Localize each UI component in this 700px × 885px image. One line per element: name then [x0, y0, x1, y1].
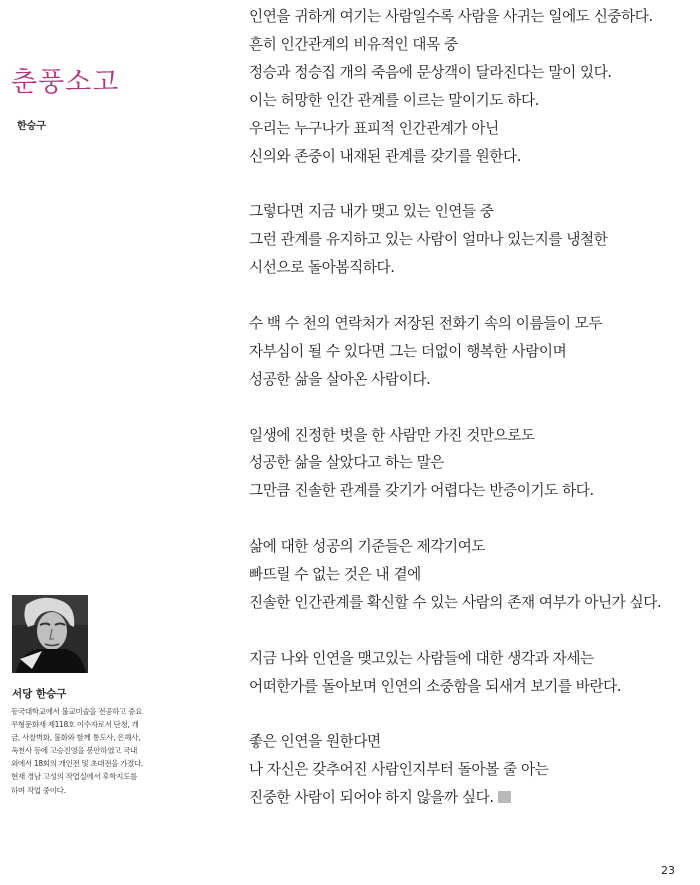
text-line-last — [249, 784, 689, 812]
text-line: 흔히 인간관계의 비유적인 대목 중 — [249, 35, 458, 53]
text-line-last-content: 진중한 사람이 되어야 하지 않을까 싶다. — [249, 789, 494, 807]
author-bio-line: 옥천사 등에 고승진영을 봉안하였고 국내 — [11, 746, 137, 756]
text-line: 우리는 누구나가 표피적 인간관계가 아닌 — [249, 119, 499, 137]
text-line: 신의와 존중이 내재된 관계를 갖기를 원한다. — [249, 147, 521, 165]
stanza — [249, 728, 689, 812]
text-line: 나 자신은 갖추어진 사람인지부터 돌아볼 줄 아는 — [249, 761, 549, 779]
byline: 한승구 — [17, 121, 46, 132]
column-title: 춘풍소고 — [11, 67, 120, 98]
text-line: 어떠한가를 돌아보며 인연의 소중함을 되새겨 보기를 바란다. — [249, 677, 622, 695]
text-line: 시선으로 돌아봄직하다. — [249, 259, 395, 277]
text-line: 그만큼 진솔한 관계를 갖기가 어렵다는 반증이기도 하다. — [249, 482, 594, 500]
text-line: 성공한 삶을 살아온 사람이다. — [249, 370, 431, 388]
text-line: 그런 관계를 유지하고 있는 사람이 얼마나 있는지를 냉철한 — [249, 231, 608, 249]
text-line: 삶에 대한 성공의 기준들은 제각기여도 — [249, 538, 486, 556]
essay-body — [249, 3, 689, 840]
stanza — [249, 645, 689, 701]
text-line: 수 백 수 천의 연락처가 저장된 전화기 속의 이름들이 모두 — [249, 314, 603, 332]
stanza — [249, 198, 689, 282]
stanza — [249, 422, 689, 506]
text-line: 지금 나와 인연을 맺고있는 사람들에 대한 생각과 자세는 — [249, 649, 594, 667]
author-name: 서당 한승구 — [12, 688, 67, 700]
text-line: 성공한 삶을 살았다고 하는 말은 — [249, 454, 445, 472]
page-number: 23 — [661, 864, 675, 877]
author-bio-line: 무형문화재 제118호 이수자로서 단청, 개 — [11, 720, 139, 730]
text-line: 좋은 인연을 원한다면 — [249, 733, 381, 751]
text-line: 자부심이 될 수 있다면 그는 더없이 행복한 사람이며 — [249, 342, 567, 360]
text-line: 빠뜨릴 수 없는 것은 내 곁에 — [249, 566, 421, 584]
stanza — [249, 533, 689, 617]
text-line: 진솔한 인간관계를 확신할 수 있는 사람의 존재 여부가 아닌가 싶다. — [249, 593, 662, 611]
stanza — [249, 3, 689, 170]
stanza — [249, 310, 689, 394]
text-line: 그렇다면 지금 내가 맺고 있는 인연들 중 — [249, 203, 494, 221]
text-line: 인연을 귀하게 여기는 사람일수록 사람을 사귀는 일에도 신중하다. — [249, 8, 653, 25]
author-bio-line: 외에서 18회의 개인전 및 초대전을 가졌다. — [11, 759, 143, 769]
author-bio-line: 동국대학교에서 불교미술을 전공하고 중요 — [11, 707, 142, 716]
text-line: 일생에 진정한 벗을 한 사람만 가진 것만으로도 — [249, 426, 535, 444]
author-bio-line: 현재 경남 고성의 작업실에서 후학지도를 — [11, 772, 137, 782]
author-bio — [11, 705, 177, 797]
end-mark-icon — [498, 791, 511, 803]
author-photo — [12, 595, 88, 673]
author-bio-line: 금, 사찰벽화, 불화와 함께 통도사, 은해사, — [11, 733, 141, 743]
author-bio-line: 하며 작업 중이다. — [11, 785, 66, 795]
text-line: 정승과 정승집 개의 죽음에 문상객이 달라진다는 말이 있다. — [249, 63, 612, 81]
text-line: 이는 허망한 인간 관계를 이르는 말이기도 하다. — [249, 91, 539, 109]
